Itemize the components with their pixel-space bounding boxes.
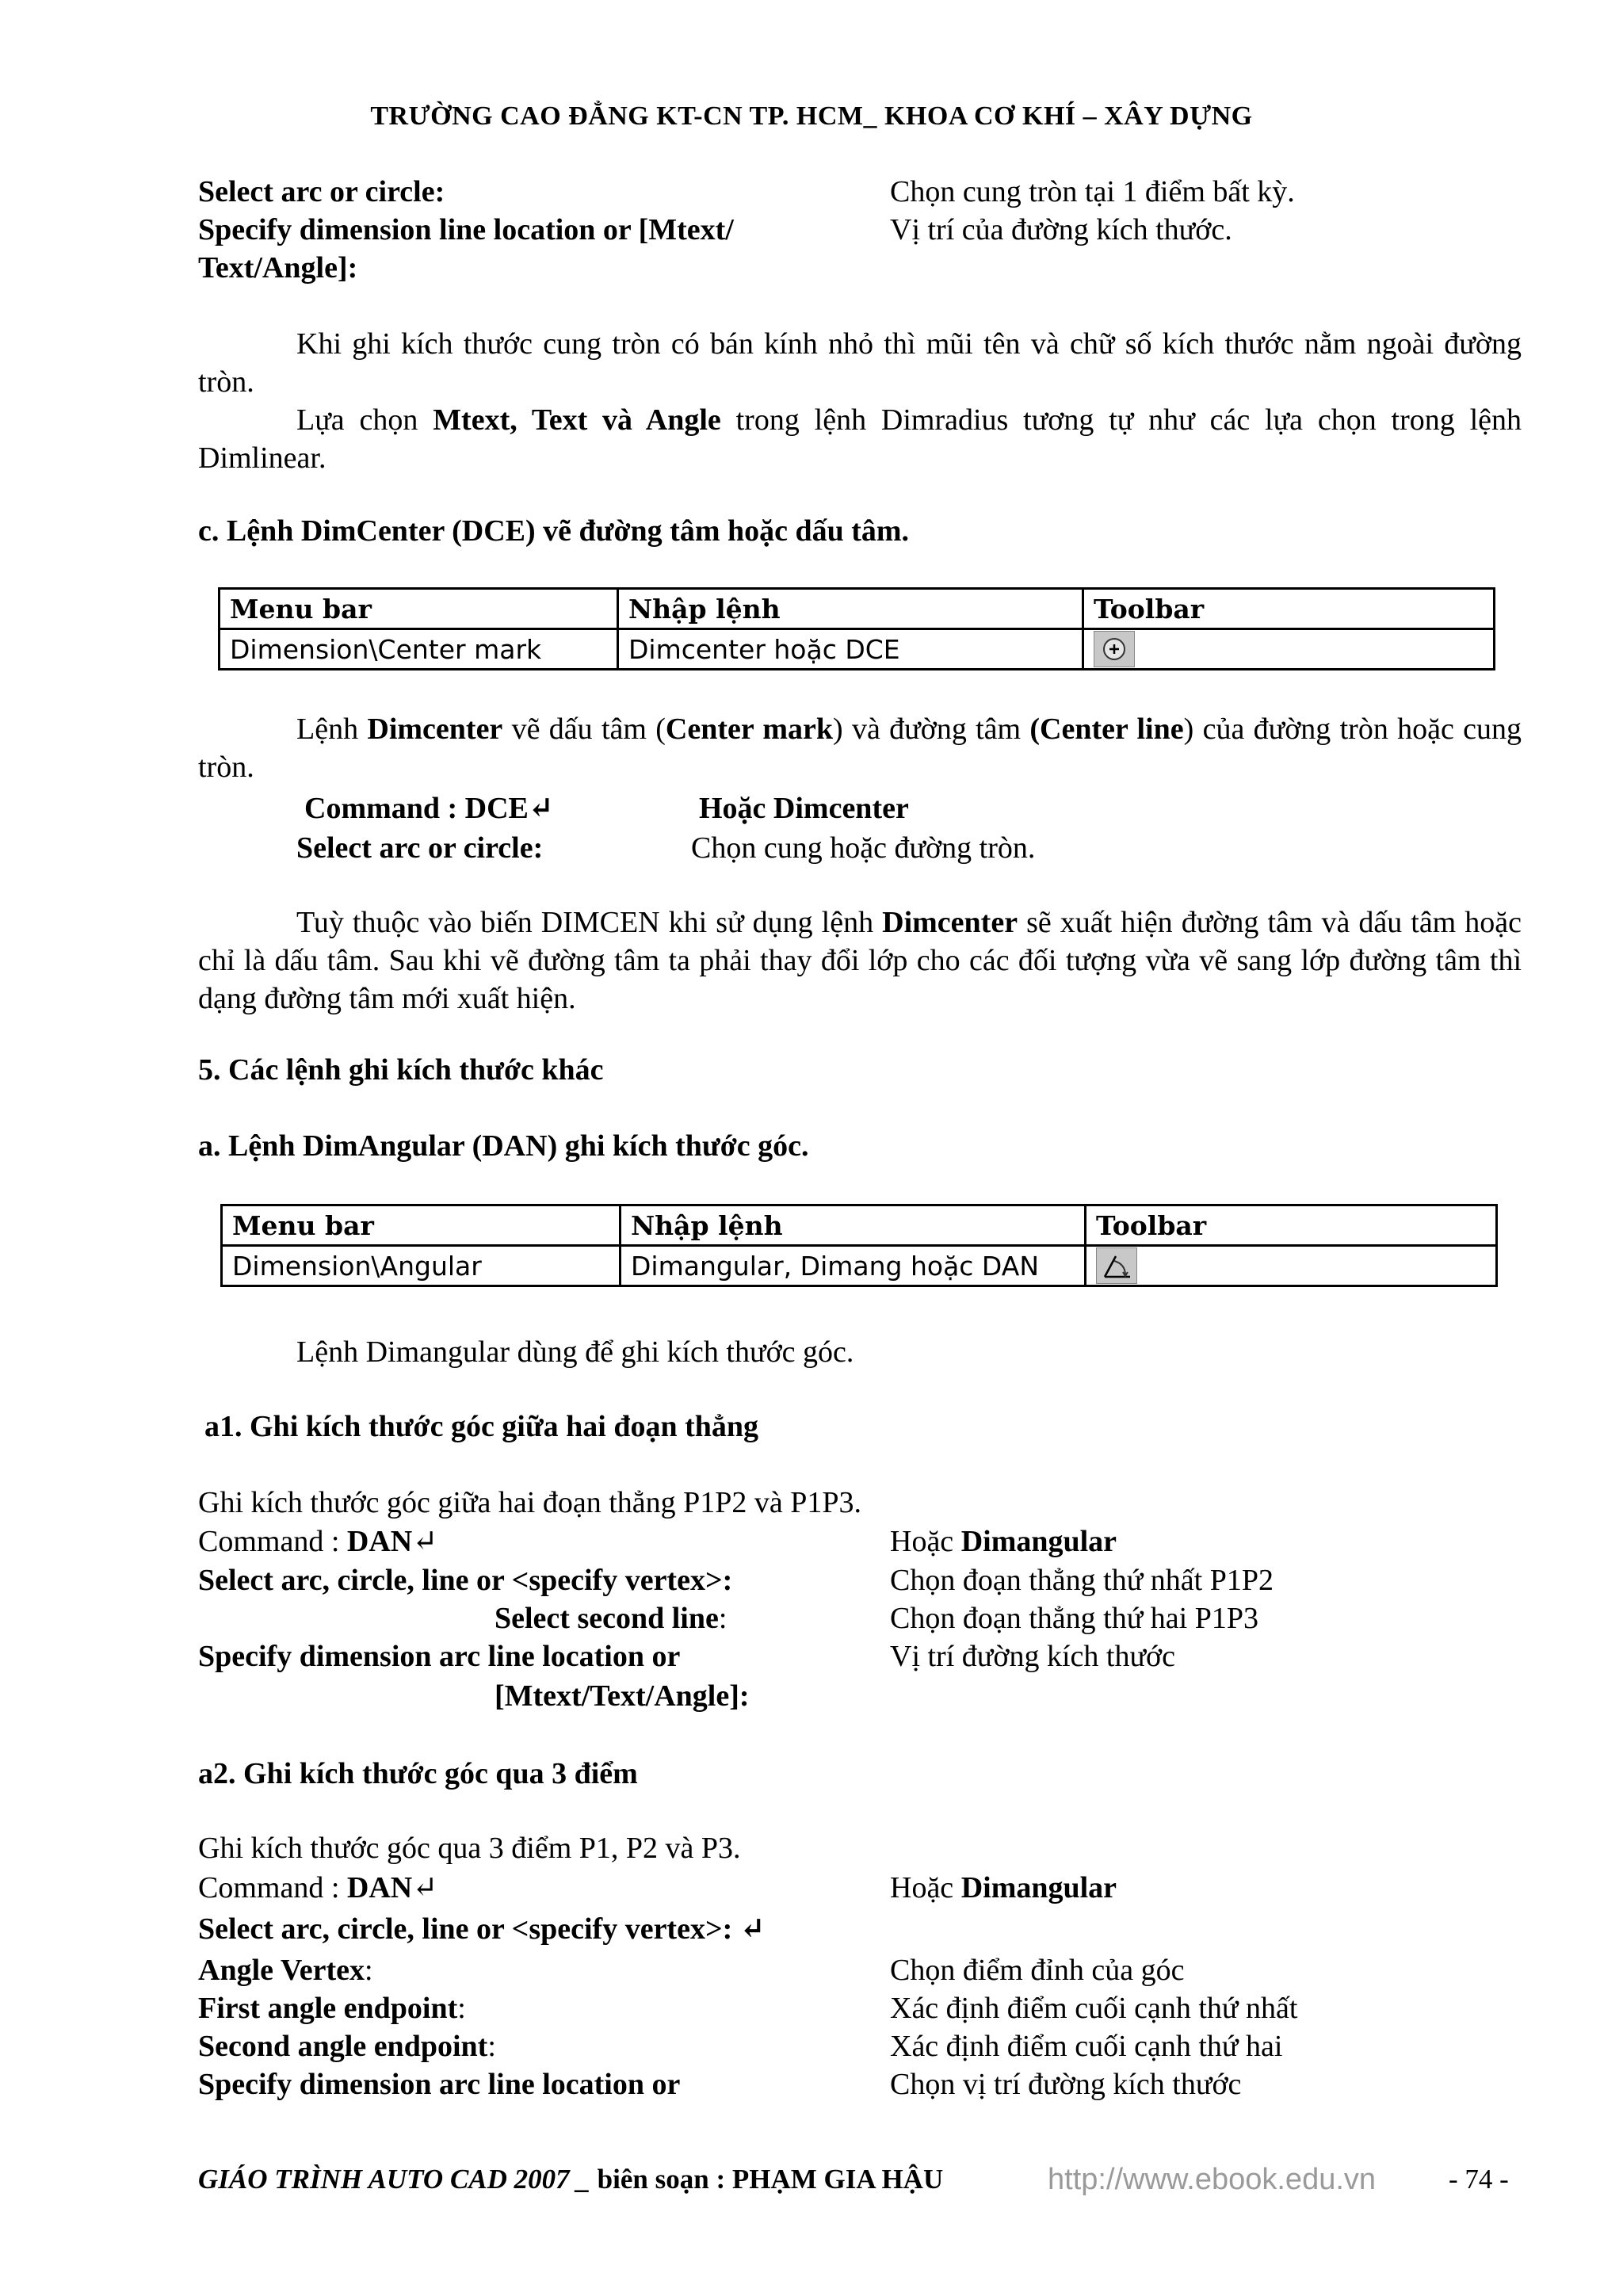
header-menu-bar: Menu bar [220,589,618,629]
dimangular-command-table [220,1204,1498,1287]
a1-prompt-second-line: Select second line: [495,1602,727,1635]
section-a1-heading: a1. Ghi kích thước góc giữa hai đoạn thẳng [204,1410,759,1443]
section-a2-heading: a2. Ghi kích thước góc qua 3 điểm [198,1757,638,1790]
footer-book-title: GIÁO TRÌNH AUTO CAD 2007 _ biên soạn : PHẠM GIA HẬU [198,2164,944,2195]
dimcenter-command-table [218,587,1495,670]
paragraph-dimcen-variable: Tuỳ thuộc vào biến DIMCEN khi sử dụng lệnh Dimcenter sẽ xuất hiện đường tâm và dấu tâm hoặc chỉ là dấu tâm. Sau khi vẽ đường tâm ta phải thay đổi lớp cho các đối tượng vừa vẽ sang lớp đường tâm thì dạng đường tâm mới xuất hiện. [198,906,1522,1015]
section-dimangular-heading: a. Lệnh DimAngular (DAN) ghi kích thước góc. [198,1129,809,1163]
paragraph-dimangular-usage: Lệnh Dimangular dùng để ghi kích thước góc. [296,1335,854,1369]
header-command: Nhập lệnh [618,589,1083,629]
paragraph-small-radius: Khi ghi kích thước cung tròn có bán kính nhỏ thì mũi tên và chữ số kích thước nằm ngoài đường tròn. [198,327,1522,399]
a1-command-line: Command : DAN↵ [198,1525,438,1558]
prompt-command-dce: Command : DCE↵ [304,792,554,825]
prompt-dimension-location: Specify dimension line location or [Mtext/ [198,213,734,246]
prompt-select-arc-circle: Select arc or circle: [296,831,544,865]
page-number: - 74 - [1449,2164,1509,2195]
menu-path: Dimension\Center mark [220,629,618,670]
command-input: Dimangular, Dimang hoặc DAN [621,1246,1086,1286]
a2-command-line: Command : DAN↵ [198,1871,438,1904]
a1-intro: Ghi kích thước góc giữa hai đoạn thẳng P1P2 và P1P3. [198,1486,862,1519]
desc-dimension-location: Vị trí của đường kích thước. [890,213,1232,246]
a2-desc-angle-vertex: Chọn điểm đỉnh của góc [890,1954,1185,1987]
command-input: Dimcenter hoặc DCE [618,629,1083,670]
section-5-heading: 5. Các lệnh ghi kích thước khác [198,1053,604,1087]
a2-desc-arc-location: Chọn vị trí đường kích thước [890,2068,1242,2101]
desc-select-arc: Chọn cung tròn tại 1 điểm bất kỳ. [890,175,1295,208]
a2-desc-first-endpoint: Xác định điểm cuối cạnh thứ nhất [890,1992,1298,2025]
alt-dimcenter: Hoặc Dimcenter [699,792,909,825]
desc-select-arc-circle: Chọn cung hoặc đường tròn. [691,831,1036,865]
footer-url[interactable]: http://www.ebook.edu.vn [1048,2163,1377,2196]
a2-intro: Ghi kích thước góc qua 3 điểm P1, P2 và P3. [198,1832,741,1865]
angular-dimension-icon[interactable] [1096,1247,1137,1284]
center-mark-icon[interactable] [1094,631,1135,667]
prompt-select-arc: Select arc or circle: [198,175,445,208]
a1-desc-arc-location: Vị trí đường kích thước [890,1640,1175,1673]
paragraph-options: Lựa chọn Mtext, Text và Angle trong lệnh Dimradius tương tự như các lựa chọn trong lệnh Dimlinear. [198,403,1522,475]
header-command: Nhập lệnh [621,1205,1086,1246]
section-dimcenter-heading: c. Lệnh DimCenter (DCE) vẽ đường tâm hoặc dấu tâm. [198,514,910,548]
a1-alt-command: Hoặc Dimangular [890,1525,1117,1558]
paragraph-dimcenter-desc: Lệnh Dimcenter vẽ dấu tâm (Center mark) và đường tâm (Center line) của đường tròn hoặc cung tròn. [198,712,1522,784]
page-header: TRƯỜNG CAO ĐẲNG KT-CN TP. HCM_ KHOA CƠ KHÍ – XÂY DỰNG [370,101,1253,131]
prompt-text-angle: Text/Angle]: [198,251,358,285]
a1-desc-second-line: Chọn đoạn thẳng thứ hai P1P3 [890,1602,1258,1635]
a2-prompt-second-endpoint: Second angle endpoint: [198,2030,496,2063]
a1-prompt-select-first: Select arc, circle, line or <specify vertex>: [198,1564,733,1597]
a1-prompt-options: [Mtext/Text/Angle]: [495,1679,750,1713]
a2-prompt-first-endpoint: First angle endpoint: [198,1992,466,2025]
a1-prompt-arc-location: Specify dimension arc line location or [198,1640,681,1673]
a2-prompt-angle-vertex: Angle Vertex: [198,1954,373,1987]
a2-alt-command: Hoặc Dimangular [890,1871,1117,1904]
header-toolbar: Toolbar [1083,589,1495,629]
header-menu-bar: Menu bar [222,1205,621,1246]
menu-path: Dimension\Angular [222,1246,621,1286]
a2-prompt-select: Select arc, circle, line or <specify vertex>: ↵ [198,1912,766,1946]
a1-desc-first-line: Chọn đoạn thẳng thứ nhất P1P2 [890,1564,1274,1597]
header-toolbar: Toolbar [1086,1205,1497,1246]
a2-prompt-arc-location: Specify dimension arc line location or [198,2068,681,2101]
a2-desc-second-endpoint: Xác định điểm cuối cạnh thứ hai [890,2030,1283,2063]
